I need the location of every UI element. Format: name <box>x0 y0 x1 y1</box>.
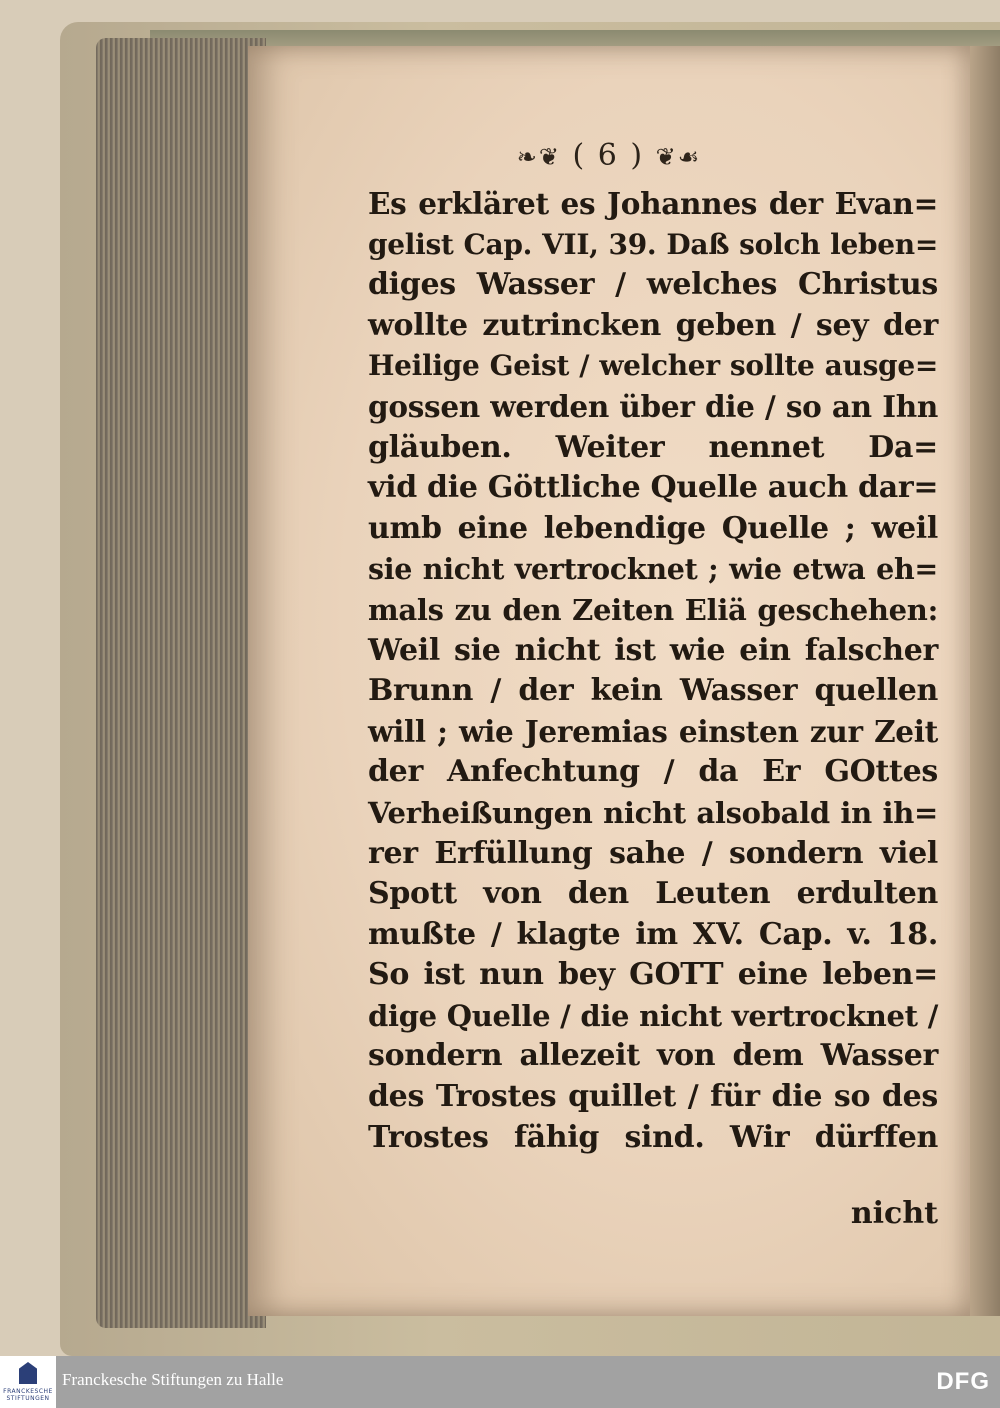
text-line: Spott von den Leuten erdulten <box>368 876 938 912</box>
body-text <box>368 184 938 1158</box>
text-line: Trostes fähig sind. Wir dürffen <box>368 1119 938 1155</box>
text-line: So ist nun bey GOTT eine leben= <box>368 957 938 993</box>
text-line: diges Wasser / welches Christus <box>368 267 938 303</box>
text-line: mals zu den Zeiten Eliä geschehen: <box>368 592 938 627</box>
text-line: sie nicht vertrocknet ; wie etwa eh= <box>368 552 938 587</box>
page-number: ( 6 ) <box>572 138 645 173</box>
text-line: Weil sie nicht ist wie ein falscher <box>368 632 938 668</box>
logo-caption: FRANCKESCHE STIFTUNGEN <box>3 1388 53 1402</box>
text-line: dige Quelle / die nicht vertrocknet / <box>368 998 938 1033</box>
text-line: gläuben. Weiter nennet Da= <box>368 429 938 465</box>
text-line: Heilige Geist / welcher sollte ausge= <box>368 349 938 383</box>
text-line: wollte zutrincken geben / sey der <box>368 307 938 343</box>
text-line: will ; wie Jeremias einsten zur Zeit <box>368 713 938 749</box>
text-line: gossen werden über die / so an Ihn <box>368 388 938 424</box>
dfg-logo[interactable]: DFG <box>936 1368 990 1395</box>
page-block-edges <box>96 38 266 1328</box>
ornament-left-icon: ❧❦ <box>516 143 561 171</box>
text-line: gelist Cap. VII, 39. Daß solch leben= <box>368 227 938 261</box>
catchword: nicht <box>850 1196 938 1231</box>
text-line: des Trostes quillet / für die so des <box>368 1079 938 1115</box>
text-line: umb eine lebendige Quelle ; weil <box>368 510 938 546</box>
institution-logo[interactable] <box>0 1356 56 1408</box>
page-header <box>248 138 970 173</box>
text-line: vid die Göttliche Quelle auch dar= <box>368 470 939 506</box>
ornament-right-icon: ❦☙ <box>655 143 702 171</box>
text-line: Verheißungen nicht alsobald in ih= <box>368 795 938 830</box>
building-icon <box>19 1362 37 1384</box>
text-line: Es erkläret es Johannes der Evan= <box>368 186 938 221</box>
book-page <box>248 46 970 1316</box>
footer-bar <box>0 1356 1000 1408</box>
text-line: sondern allezeit von dem Wasser <box>368 1038 938 1074</box>
text-line: der Anfechtung / da Er GOttes <box>368 754 938 790</box>
text-line: mußte / klagte im XV. Cap. v. 18. <box>368 916 938 952</box>
gutter-shadow <box>970 46 1000 1316</box>
institution-name[interactable]: Franckesche Stiftungen zu Halle <box>62 1370 284 1389</box>
text-line: Brunn / der kein Wasser quellen <box>368 673 938 709</box>
text-line: rer Erfüllung sahe / sondern viel <box>368 835 938 871</box>
